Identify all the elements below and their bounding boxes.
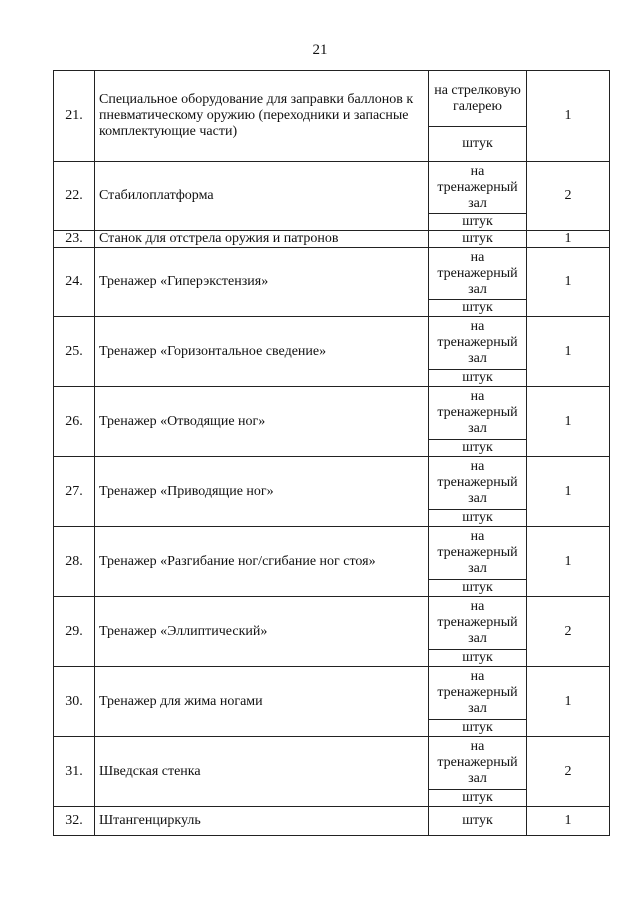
item-quantity: 1 bbox=[527, 248, 610, 317]
item-location: на стрелковую галерею bbox=[429, 71, 527, 127]
table-row bbox=[54, 71, 610, 127]
item-name: Специальное оборудование для заправки баллонов к пневматическому оружию (переходники и запасные комплектующие части) bbox=[95, 71, 429, 162]
item-quantity: 1 bbox=[527, 317, 610, 387]
row-number: 28. bbox=[54, 527, 95, 597]
item-quantity: 2 bbox=[527, 737, 610, 807]
item-quantity: 1 bbox=[527, 807, 610, 836]
item-quantity: 1 bbox=[527, 527, 610, 597]
row-number: 26. bbox=[54, 387, 95, 457]
table-row bbox=[54, 387, 610, 440]
item-location: на тренажерный зал bbox=[429, 162, 527, 214]
item-location: на тренажерный зал bbox=[429, 597, 527, 650]
item-name: Тренажер для жима ногами bbox=[95, 667, 429, 737]
table-row bbox=[54, 457, 610, 510]
item-unit: штук bbox=[429, 127, 527, 162]
item-unit: штук bbox=[429, 214, 527, 231]
row-number: 31. bbox=[54, 737, 95, 807]
item-unit: штук bbox=[429, 650, 527, 667]
item-location: на тренажерный зал bbox=[429, 457, 527, 510]
item-name: Станок для отстрела оружия и патронов bbox=[95, 231, 429, 248]
table-row bbox=[54, 248, 610, 300]
item-quantity: 1 bbox=[527, 71, 610, 162]
table-row bbox=[54, 737, 610, 790]
item-location: на тренажерный зал bbox=[429, 667, 527, 720]
table-row bbox=[54, 667, 610, 720]
row-number: 27. bbox=[54, 457, 95, 527]
item-name: Шведская стенка bbox=[95, 737, 429, 807]
item-unit: штук bbox=[429, 790, 527, 807]
row-number: 29. bbox=[54, 597, 95, 667]
item-quantity: 2 bbox=[527, 597, 610, 667]
item-unit: штук bbox=[429, 720, 527, 737]
item-name: Тренажер «Горизонтальное сведение» bbox=[95, 317, 429, 387]
equipment-table bbox=[53, 70, 610, 836]
table-row bbox=[54, 527, 610, 580]
table-row bbox=[54, 597, 610, 650]
item-unit: штук bbox=[429, 231, 527, 248]
item-quantity: 2 bbox=[527, 162, 610, 231]
item-unit: штук bbox=[429, 510, 527, 527]
item-name: Штангенциркуль bbox=[95, 807, 429, 836]
item-location: на тренажерный зал bbox=[429, 248, 527, 300]
item-quantity: 1 bbox=[527, 231, 610, 248]
row-number: 23. bbox=[54, 231, 95, 248]
item-name: Тренажер «Эллиптический» bbox=[95, 597, 429, 667]
item-unit: штук bbox=[429, 807, 527, 836]
item-location: на тренажерный зал bbox=[429, 527, 527, 580]
row-number: 22. bbox=[54, 162, 95, 231]
item-name: Тренажер «Разгибание ног/сгибание ног стоя» bbox=[95, 527, 429, 597]
item-name: Тренажер «Гиперэкстензия» bbox=[95, 248, 429, 317]
row-number: 21. bbox=[54, 71, 95, 162]
item-location: на тренажерный зал bbox=[429, 387, 527, 440]
item-quantity: 1 bbox=[527, 457, 610, 527]
item-unit: штук bbox=[429, 440, 527, 457]
page-number: 21 bbox=[312, 42, 328, 58]
item-location: на тренажерный зал bbox=[429, 737, 527, 790]
row-number: 32. bbox=[54, 807, 95, 836]
row-number: 30. bbox=[54, 667, 95, 737]
item-quantity: 1 bbox=[527, 667, 610, 737]
table-row bbox=[54, 162, 610, 214]
row-number: 24. bbox=[54, 248, 95, 317]
item-location: на тренажерный зал bbox=[429, 317, 527, 370]
item-quantity: 1 bbox=[527, 387, 610, 457]
item-name: Тренажер «Приводящие ног» bbox=[95, 457, 429, 527]
item-unit: штук bbox=[429, 370, 527, 387]
item-unit: штук bbox=[429, 580, 527, 597]
item-name: Тренажер «Отводящие ног» bbox=[95, 387, 429, 457]
table-row bbox=[54, 317, 610, 370]
item-name: Стабилоплатформа bbox=[95, 162, 429, 231]
table-row bbox=[54, 807, 610, 836]
item-unit: штук bbox=[429, 300, 527, 317]
row-number: 25. bbox=[54, 317, 95, 387]
table-row bbox=[54, 231, 610, 248]
